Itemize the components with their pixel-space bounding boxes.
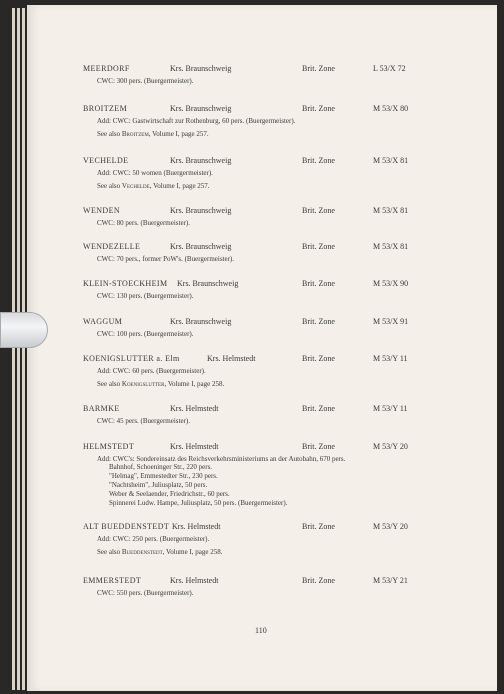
place-name: HELMSTEDT — [83, 442, 135, 451]
see-also-name: Vechelde — [121, 182, 150, 190]
zone: Brit. Zone — [302, 317, 335, 326]
map-reference: M 53/X 90 — [373, 279, 409, 288]
map-reference: M 53/Y 20 — [373, 442, 408, 451]
see-also-name: Koenigslutter — [121, 380, 165, 388]
zone: Brit. Zone — [302, 576, 335, 585]
district: Krs. Helmstedt — [170, 442, 219, 451]
district: Krs. Braunschweig — [170, 206, 232, 215]
see-also-reference — [97, 180, 210, 192]
entry-detail: CWC: 100 pers. (Buergermeister). — [97, 330, 194, 338]
entry-header-row — [27, 155, 497, 167]
zone: Brit. Zone — [302, 442, 335, 451]
place-name: WENDEN — [83, 206, 121, 215]
place-name: EMMERSTEDT — [83, 576, 142, 585]
entry-header-row — [27, 205, 497, 217]
map-reference: M 53/Y 21 — [373, 576, 408, 585]
see-also-suffix: , Volume I, page 257. — [149, 182, 210, 190]
page-edge — [22, 8, 25, 690]
entry-header-row — [27, 441, 497, 453]
see-also-prefix: See also — [97, 130, 122, 138]
place-name: WENDEZELLE — [83, 242, 141, 251]
see-also-prefix: See also — [97, 182, 122, 190]
zone: Brit. Zone — [302, 104, 335, 113]
district: Krs. Braunschweig — [177, 279, 239, 288]
zone: Brit. Zone — [302, 156, 335, 165]
zone: Brit. Zone — [302, 522, 335, 531]
entry-detail: CWC: 550 pers. (Buergermeister). — [97, 589, 194, 597]
entry-detail: CWC: 80 pers. (Buergermeister). — [97, 219, 190, 227]
see-also-reference — [97, 128, 209, 140]
map-reference: M 53/Y 20 — [373, 522, 408, 531]
map-reference: M 53/Y 11 — [373, 404, 408, 413]
entry-detail: Add: CWC: 50 women (Buergermeister). — [97, 169, 213, 177]
map-reference: M 53/X 81 — [373, 206, 409, 215]
document-page — [27, 5, 497, 691]
entry-detail: CWC: 70 pers., former PoW's. (Buergermeister). — [97, 255, 235, 263]
map-reference: M 53/X 81 — [373, 242, 409, 251]
map-reference: M 53/X 80 — [373, 104, 409, 113]
district: Krs. Helmstedt — [170, 404, 219, 413]
entry-header-row — [27, 575, 497, 587]
entry-detail: CWC: 130 pers. (Buergermeister). — [97, 292, 194, 300]
entry-header-row — [27, 353, 497, 365]
see-also-suffix: , Volume I, page 257. — [148, 130, 209, 138]
see-also-suffix: , Volume I, page 258. — [162, 548, 223, 556]
place-name: ALT BUEDDENSTEDT — [83, 522, 170, 531]
zone: Brit. Zone — [302, 64, 335, 73]
see-also-reference — [97, 546, 223, 558]
district: Krs. Braunschweig — [170, 104, 232, 113]
entry-header-row — [27, 103, 497, 115]
map-reference: M 53/Y 11 — [373, 354, 408, 363]
district: Krs. Braunschweig — [170, 64, 232, 73]
place-name: MEERDORF — [83, 64, 130, 73]
zone: Brit. Zone — [302, 206, 335, 215]
place-name: KOENIGSLUTTER a. Elm — [83, 354, 180, 363]
see-also-suffix: , Volume I, page 258. — [164, 380, 225, 388]
page-edge — [12, 8, 15, 690]
zone: Brit. Zone — [302, 279, 335, 288]
place-name: VECHELDE — [83, 156, 129, 165]
entry-subdetail: "Nachtsheim", Juliusplatz, 50 pers. — [109, 481, 208, 489]
see-also-prefix: See also — [97, 380, 122, 388]
entry-detail: Add: CWC: Gastwirtschaft zur Rothenburg, 60 pers. (Buergermeister). — [97, 117, 296, 125]
see-also-reference — [97, 378, 224, 390]
district: Krs. Helmstedt — [207, 354, 256, 363]
place-name: WAGGUM — [83, 317, 123, 326]
district: Krs. Helmstedt — [170, 576, 219, 585]
map-reference: M 53/X 81 — [373, 156, 409, 165]
district: Krs. Helmstedt — [172, 522, 221, 531]
entry-header-row — [27, 403, 497, 415]
entry-header-row — [27, 63, 497, 75]
see-also-name: Bueddenstedt — [121, 548, 163, 556]
entry-detail: Add: CWC: 60 pers. (Buergermeister). — [97, 367, 206, 375]
district: Krs. Braunschweig — [170, 156, 232, 165]
see-also-prefix: See also — [97, 548, 122, 556]
entry-detail: Add: CWC: 250 pers. (Buergermeister). — [97, 535, 210, 543]
zone: Brit. Zone — [302, 354, 335, 363]
map-reference: L 53/X 72 — [373, 64, 406, 73]
entry-subdetail: Spinnerei Ludw. Hampe, Juliusplatz, 50 pers. (Buergermeister). — [109, 499, 288, 507]
district: Krs. Braunschweig — [170, 317, 232, 326]
entry-header-row — [27, 316, 497, 328]
district: Krs. Braunschweig — [170, 242, 232, 251]
place-name: BROITZEM — [83, 104, 128, 113]
entry-detail: CWC: 300 pers. (Buergermeister). — [97, 77, 194, 85]
paper-clip — [0, 312, 48, 348]
entry-detail: Add: CWC's: Sondereinsatz des Reichsverkehrsministeriums an der Autobahn, 670 pers. — [97, 455, 346, 463]
entry-subdetail: "Helmag", Emmestedter Str., 230 pers. — [109, 472, 218, 480]
page-edge — [17, 8, 20, 690]
see-also-name: Broitzem — [121, 130, 149, 138]
entry-detail: CWC: 45 pers. (Buergermeister). — [97, 417, 190, 425]
entry-subdetail: Bahnhof, Schoeninger Str., 220 pers. — [109, 463, 213, 471]
zone: Brit. Zone — [302, 242, 335, 251]
zone: Brit. Zone — [302, 404, 335, 413]
place-name: KLEIN-STOECKHEIM — [83, 279, 168, 288]
map-reference: M 53/X 91 — [373, 317, 409, 326]
page-number: 110 — [255, 626, 267, 635]
entry-header-row — [27, 521, 497, 533]
entry-header-row — [27, 241, 497, 253]
place-name: BARMKE — [83, 404, 120, 413]
entry-subdetail: Weber & Seelaender, Friedrichstr., 60 pers. — [109, 490, 230, 498]
entry-header-row — [27, 278, 497, 290]
